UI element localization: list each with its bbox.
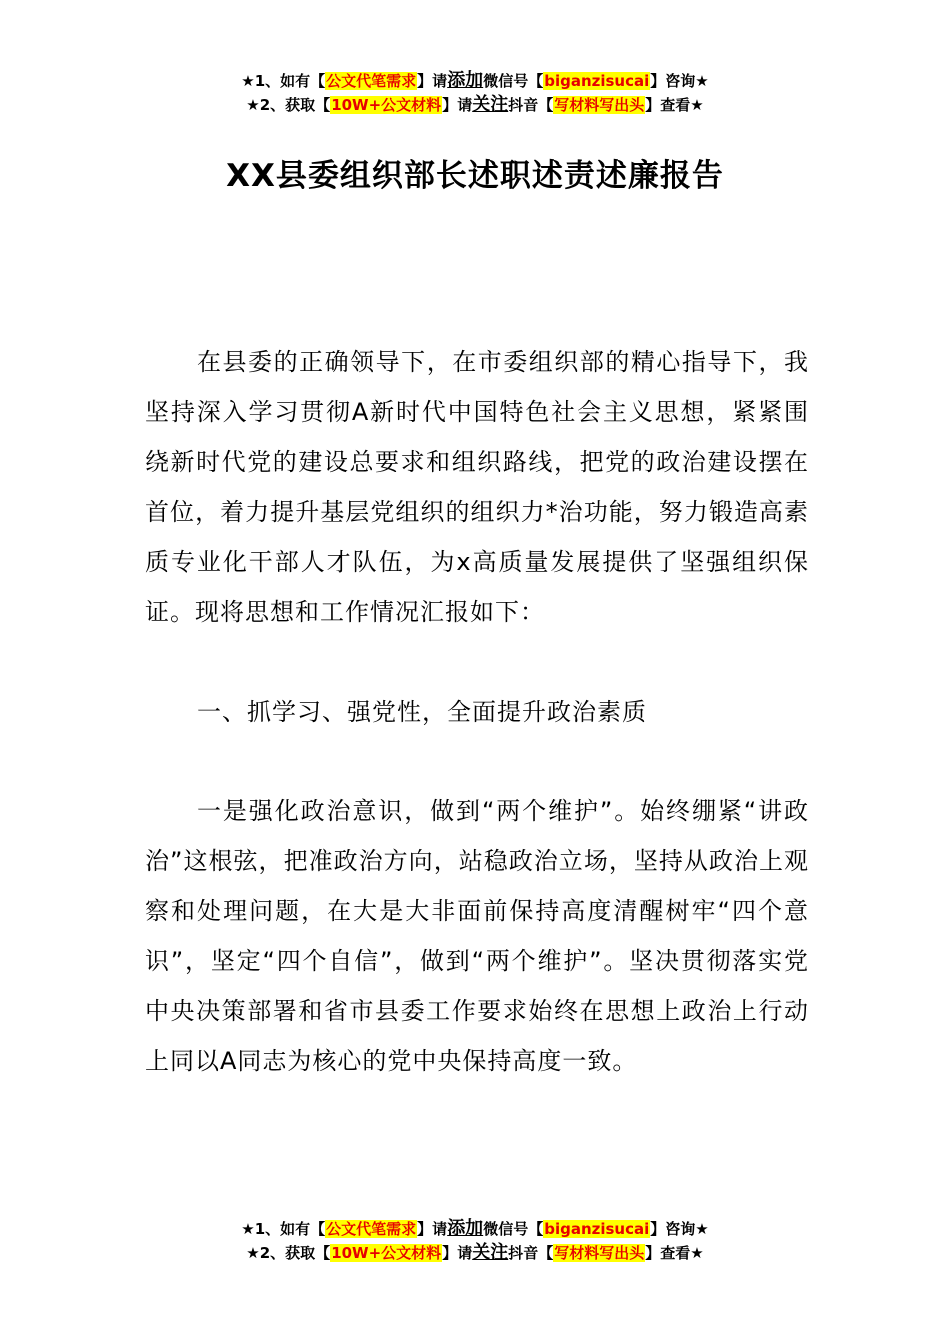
ad-highlight-wechat-id: biganzisucai	[544, 1220, 650, 1238]
ad-text: ★2、获取【	[246, 96, 331, 114]
ad-text: ★2、获取【	[246, 1244, 331, 1262]
ad-highlight-douyin-account: 写材料写出头	[554, 1244, 645, 1262]
ad-highlight-materials: 10W+公文材料	[331, 1244, 442, 1262]
footer-ad-line-1	[0, 1218, 950, 1242]
ad-text: ★1、如有【	[241, 72, 326, 90]
intro-text: 在县委的正确领导下，在市委组织部的精心指导下，我坚持深入学习贯彻A新时代中国特色社会主义思想，紧紧围绕新时代党的建设总要求和组织路线，把党的政治建设摆在首位，着力提升基层党组织的组织力*治功能，努力锻造高素质专业化干部人才队伍，为x高质量发展提供了坚强组织保证。现将思想和工作情况汇报如下：	[145, 348, 809, 626]
header-ad-banner	[0, 70, 950, 118]
header-ad-line-1	[0, 70, 950, 94]
ad-highlight-service: 公文代笔需求	[326, 72, 417, 90]
ad-text: 微信号【	[483, 72, 544, 90]
ad-text: 】请	[417, 1220, 448, 1238]
ad-text: 】查看★	[645, 96, 704, 114]
ad-highlight-douyin-account: 写材料写出头	[554, 96, 645, 114]
ad-text: 】请	[442, 96, 473, 114]
ad-emphasis-follow: 关注	[472, 1242, 509, 1263]
ad-emphasis-add: 添加	[447, 70, 484, 91]
document-title: XX县委组织部长述职述责述廉报告	[226, 158, 724, 194]
footer-ad-line-2	[0, 1242, 950, 1266]
ad-highlight-materials: 10W+公文材料	[331, 96, 442, 114]
ad-text: 】请	[442, 1244, 473, 1262]
intro-paragraph	[145, 337, 809, 637]
ad-highlight-service: 公文代笔需求	[326, 1220, 417, 1238]
section-1-paragraph-1-text: 一是强化政治意识，做到“两个维护”。始终绷紧“讲政治”这根弦，把准政治方向，站稳政治立场，坚持从政治上观察和处理问题，在大是大非面前保持高度清醒树牢“四个意识”，坚定“四个自信”，做到“两个维护”。坚决贯彻落实党中央决策部署和省市县委工作要求始终在思想上政治上行动上同以A同志为核心的党中央保持高度一致。	[145, 797, 809, 1075]
ad-text: 】咨询★	[650, 72, 709, 90]
ad-text: 抖音【	[508, 1244, 554, 1262]
section-1-heading	[145, 687, 809, 737]
ad-emphasis-follow: 关注	[472, 94, 509, 115]
ad-text: 】咨询★	[650, 1220, 709, 1238]
ad-highlight-wechat-id: biganzisucai	[544, 72, 650, 90]
ad-text: 】查看★	[645, 1244, 704, 1262]
section-1-heading-text: 一、抓学习、强党性，全面提升政治素质	[197, 698, 647, 726]
section-1-paragraph-1	[145, 786, 809, 1086]
ad-text: ★1、如有【	[241, 1220, 326, 1238]
ad-text: 抖音【	[508, 96, 554, 114]
footer-ad-banner	[0, 1218, 950, 1266]
ad-text: 】请	[417, 72, 448, 90]
header-ad-line-2	[0, 94, 950, 118]
ad-text: 微信号【	[483, 1220, 544, 1238]
ad-emphasis-add: 添加	[447, 1218, 484, 1239]
